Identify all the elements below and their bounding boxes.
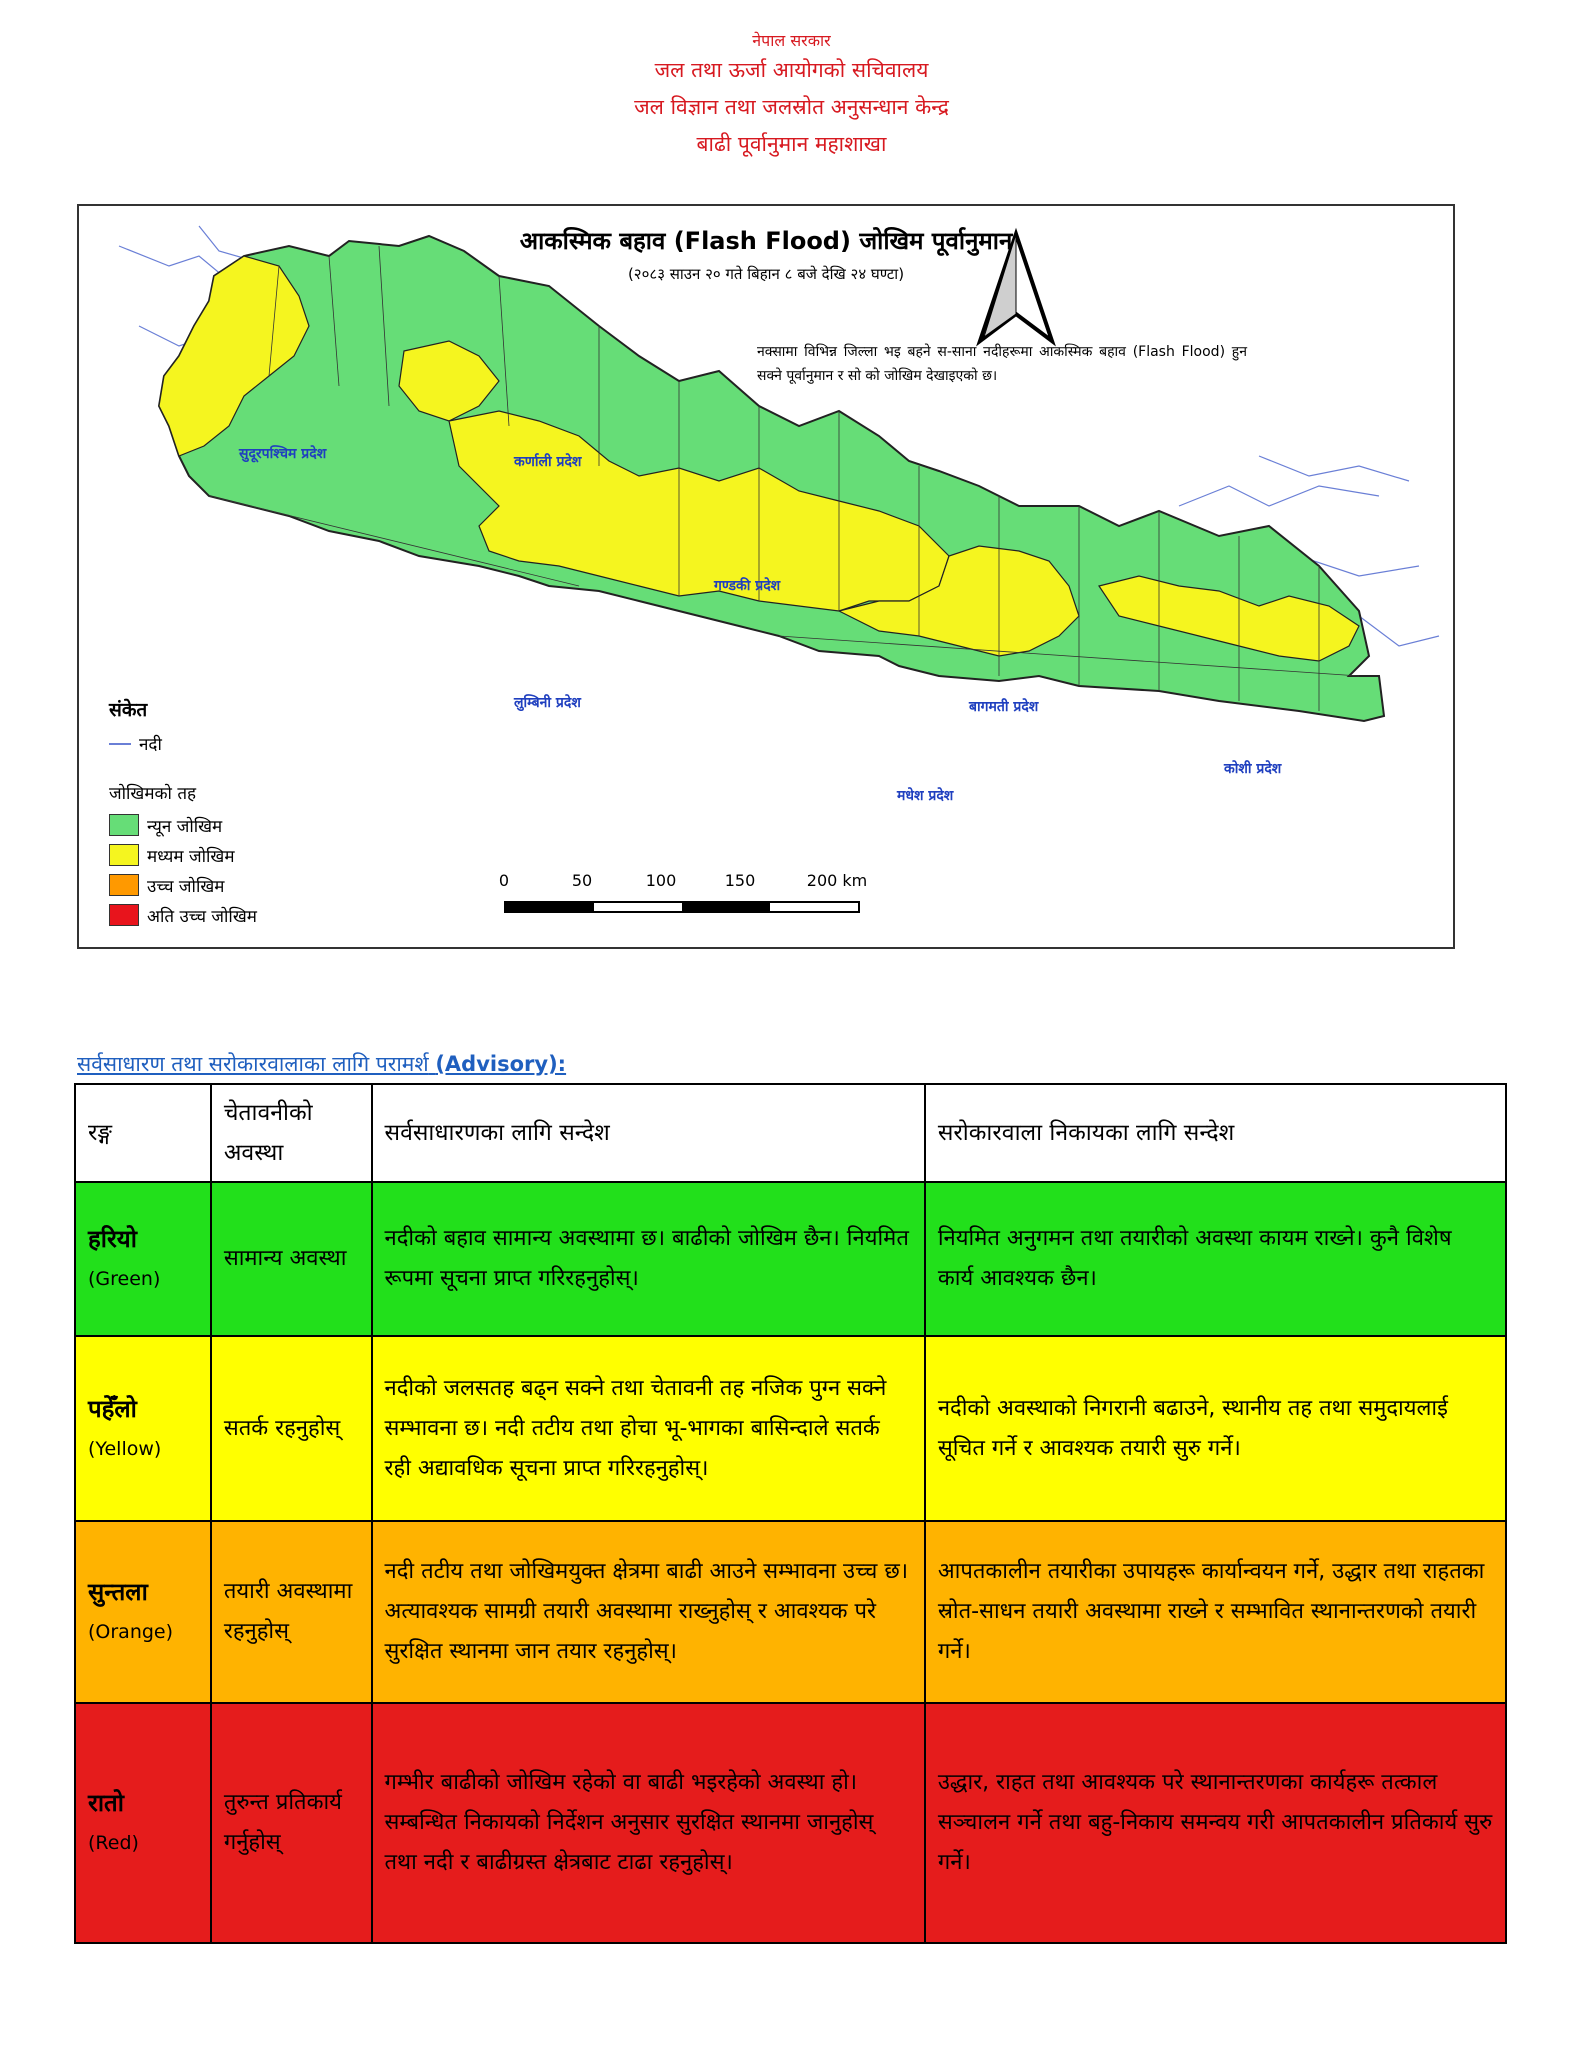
scale-label-100: 100 bbox=[645, 871, 677, 890]
legend-item-very-high bbox=[109, 900, 257, 930]
legend-item-low bbox=[109, 810, 257, 840]
public-message-cell: नदीको बहाव सामान्य अवस्थामा छ। बाढीको जोखिम छैन। नियमित रूपमा सूचना प्राप्त गरिरहनुहोस्। bbox=[372, 1182, 925, 1336]
advisory-row-green bbox=[75, 1182, 1506, 1336]
legend-swatch-low bbox=[109, 814, 139, 836]
advisory-table-header bbox=[75, 1084, 1506, 1182]
color-name-en: (Red) bbox=[88, 1832, 139, 1854]
row-color-cell bbox=[75, 1182, 211, 1336]
legend-label-low: न्यून जोखिम bbox=[147, 816, 223, 837]
map-legend bbox=[109, 696, 257, 930]
warning-state-cell: सामान्य अवस्था bbox=[211, 1182, 372, 1336]
advisory-heading-en: (Advisory): bbox=[435, 1052, 567, 1076]
map-title: आकस्मिक बहाव (Flash Flood) जोखिम पूर्वानुमान bbox=[519, 227, 1013, 255]
scale-labels bbox=[497, 871, 877, 893]
warning-state-cell: सतर्क रहनुहोस् bbox=[211, 1336, 372, 1521]
legend-river-label: नदी bbox=[139, 735, 162, 755]
advisory-heading-np: सर्वसाधारण तथा सरोकारवालाका लागि परामर्श bbox=[77, 1052, 429, 1076]
legend-item-medium bbox=[109, 840, 257, 870]
province-label-gandaki: गण्डकी प्रदेश bbox=[714, 578, 781, 594]
color-name-np: हरियो bbox=[88, 1225, 137, 1253]
header-secretariat: जल तथा ऊर्जा आयोगको सचिवालय bbox=[654, 58, 929, 82]
stakeholder-message-cell: नदीको अवस्थाको निगरानी बढाउने, स्थानीय तह तथा समुदायलाई सूचित गर्ने र आवश्यक तयारी सुरु गर्ने। bbox=[925, 1336, 1506, 1521]
header-division: बाढी पूर्वानुमान महाशाखा bbox=[696, 132, 887, 156]
public-message-cell: नदीको जलसतह बढ्न सक्ने तथा चेतावनी तह नजिक पुग्न सक्ने सम्भावना छ। नदी तटीय तथा होचा भू-भागका बासिन्दाले सतर्क रही अद्यावधिक सूचना प्राप्त गरिरहनुहोस्। bbox=[372, 1336, 925, 1521]
warning-state-cell: तुरुन्त प्रतिकार्य गर्नुहोस् bbox=[211, 1703, 372, 1943]
public-message-cell: नदी तटीय तथा जोखिमयुक्त क्षेत्रमा बाढी आउने सम्भावना उच्च छ। अत्यावश्यक सामग्री तयारी अवस्थामा राख्नुहोस् र आवश्यक परे सुरक्षित स्थानमा जान तयार रहनुहोस्। bbox=[372, 1521, 925, 1703]
color-name-en: (Orange) bbox=[88, 1621, 174, 1643]
legend-swatch-high bbox=[109, 874, 139, 896]
column-header-stakeholder-message: सरोकारवाला निकायका लागि सन्देश bbox=[925, 1084, 1506, 1182]
advisory-row-orange bbox=[75, 1521, 1506, 1703]
legend-label-medium: मध्यम जोखिम bbox=[147, 846, 235, 867]
scale-label-50: 50 bbox=[571, 871, 593, 890]
document-header bbox=[0, 30, 1583, 163]
advisory-row-red bbox=[75, 1703, 1506, 1943]
column-header-color: रङ्ग bbox=[75, 1084, 211, 1182]
province-label-lumbini: लुम्बिनी प्रदेश bbox=[514, 695, 581, 711]
color-name-np: रातो bbox=[88, 1789, 124, 1817]
column-header-public-message: सर्वसाधारणका लागि सन्देश bbox=[372, 1084, 925, 1182]
scale-bar bbox=[497, 871, 877, 913]
map-subtitle: (२०८३ साउन २० गते बिहान ८ बजे देखि २४ घण्टा) bbox=[627, 265, 905, 283]
advisory-row-yellow bbox=[75, 1336, 1506, 1521]
header-government: नेपाल सरकार bbox=[752, 31, 831, 50]
legend-risk-title: जोखिमको तह bbox=[109, 784, 197, 804]
color-name-np: सुन्तला bbox=[88, 1578, 148, 1606]
legend-title: संकेत bbox=[109, 699, 148, 721]
legend-label-very-high: अति उच्च जोखिम bbox=[147, 906, 257, 927]
legend-swatch-medium bbox=[109, 844, 139, 866]
river-line-icon bbox=[109, 743, 131, 745]
legend-item-high bbox=[109, 870, 257, 900]
row-color-cell bbox=[75, 1703, 211, 1943]
scale-label-0: 0 bbox=[498, 871, 510, 890]
province-label-karnali: कर्णाली प्रदेश bbox=[514, 454, 582, 470]
advisory-heading bbox=[77, 1050, 566, 1078]
stakeholder-message-cell: आपतकालीन तयारीका उपायहरू कार्यान्वयन गर्ने, उद्धार तथा राहतका स्रोत-साधन तयारी अवस्थामा राख्ने र सम्भावित स्थानान्तरणको तयारी गर्ने। bbox=[925, 1521, 1506, 1703]
color-name-np: पहेँलो bbox=[88, 1394, 137, 1423]
scale-label-150: 150 bbox=[724, 871, 756, 890]
legend-river-row bbox=[109, 732, 257, 755]
map-description-note: नक्सामा विभिन्न जिल्ला भइ बहने स-साना नदीहरूमा आकस्मिक बहाव (Flash Flood) हुन सक्ने पूर्वानुमान र सो को जोखिम देखाइएको छ। bbox=[757, 344, 1247, 384]
row-color-cell bbox=[75, 1336, 211, 1521]
province-label-koshi: कोशी प्रदेश bbox=[1224, 761, 1282, 777]
header-department: जल विज्ञान तथा जलस्रोत अनुसन्धान केन्द्र bbox=[634, 95, 949, 119]
province-label-sudurpashchim: सुदूरपश्चिम प्रदेश bbox=[239, 446, 327, 462]
stakeholder-message-cell: नियमित अनुगमन तथा तयारीको अवस्था कायम राख्ने। कुनै विशेष कार्य आवश्यक छैन। bbox=[925, 1182, 1506, 1336]
scale-label-200km: 200 km bbox=[806, 871, 868, 890]
warning-state-cell: तयारी अवस्थामा रहनुहोस् bbox=[211, 1521, 372, 1703]
legend-label-high: उच्च जोखिम bbox=[147, 876, 225, 897]
province-label-bagmati: बागमती प्रदेश bbox=[969, 699, 1039, 715]
province-label-madhesh: मधेश प्रदेश bbox=[897, 788, 954, 804]
flash-flood-map bbox=[77, 204, 1455, 949]
scale-bar-graphic bbox=[504, 901, 860, 913]
advisory-table bbox=[74, 1083, 1507, 1944]
public-message-cell: गम्भीर बाढीको जोखिम रहेको वा बाढी भइरहेको अवस्था हो। सम्बन्धित निकायको निर्देशन अनुसार सुरक्षित स्थानमा जानुहोस् तथा नदी र बाढीग्रस्त क्षेत्रबाट टाढा रहनुहोस्। bbox=[372, 1703, 925, 1943]
legend-swatch-very-high bbox=[109, 904, 139, 926]
row-color-cell bbox=[75, 1521, 211, 1703]
color-name-en: (Yellow) bbox=[88, 1437, 162, 1460]
stakeholder-message-cell: उद्धार, राहत तथा आवश्यक परे स्थानान्तरणका कार्यहरू तत्काल सञ्चालन गर्ने तथा बहु-निकाय समन्वय गरी आपतकालीन प्रतिकार्य सुरु गर्ने। bbox=[925, 1703, 1506, 1943]
column-header-warning-state: चेतावनीको अवस्था bbox=[211, 1084, 372, 1182]
color-name-en: (Green) bbox=[88, 1268, 161, 1290]
